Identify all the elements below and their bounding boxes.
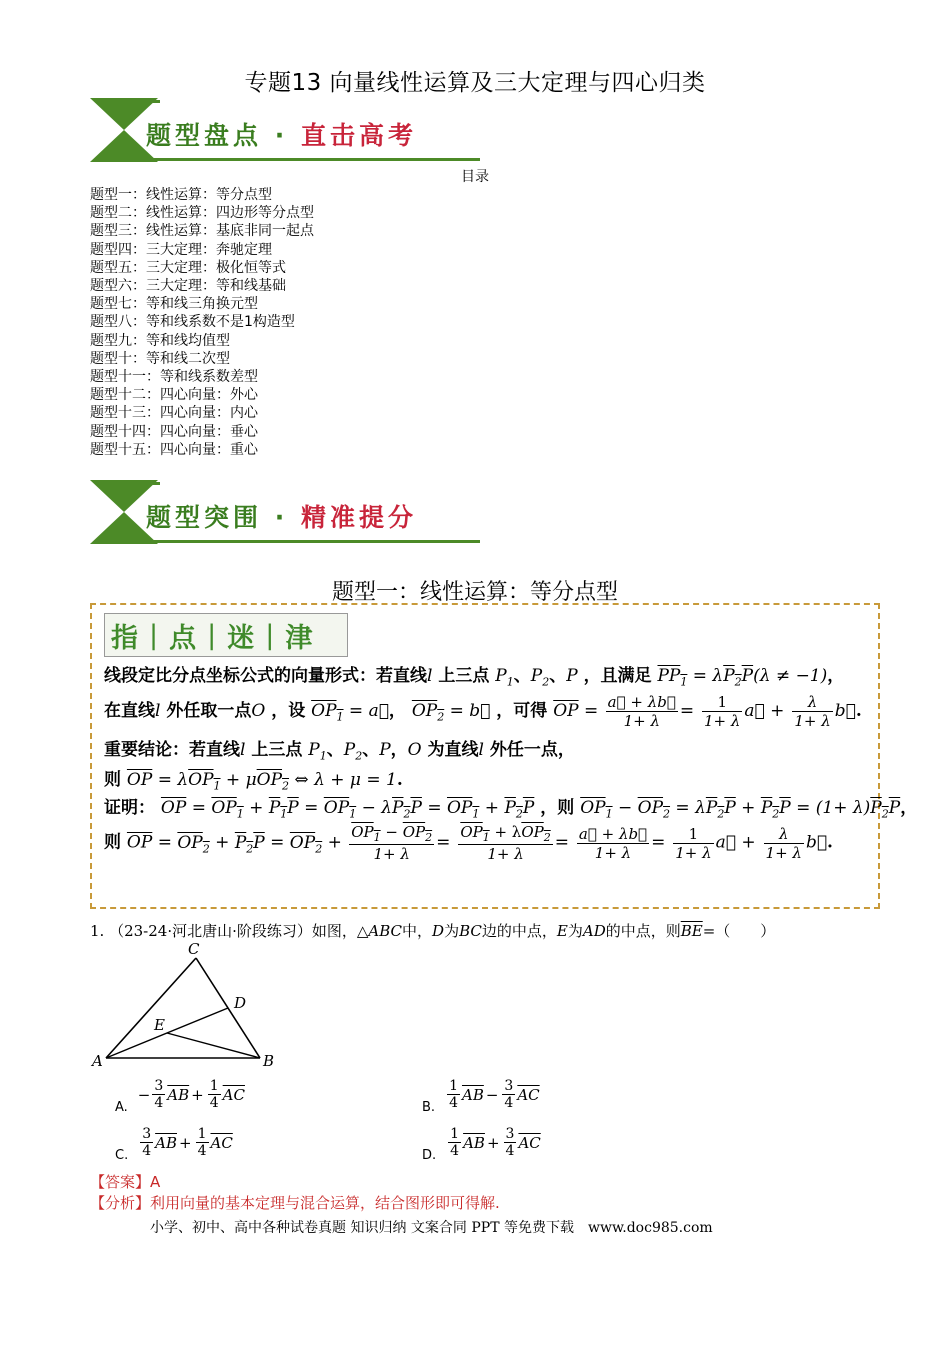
tip-badge: 指 | 点 | 迷 | 津 bbox=[104, 613, 348, 657]
toc-item[interactable]: 题型十三：四心向量：内心 bbox=[90, 405, 258, 422]
triangle-figure bbox=[88, 940, 288, 1072]
toc-label: 目录 bbox=[461, 169, 489, 185]
answer-line: 【答案】A bbox=[90, 1173, 161, 1191]
label-a: A bbox=[92, 1052, 103, 1070]
toc-item[interactable]: 题型六：三大定理：等和线基础 bbox=[90, 278, 286, 295]
option-d[interactable]: D. $\frac{1}{4}$ $\overline{AB}$ + $\frac{3}{4}$ $\overline{AC}$ bbox=[422, 1126, 541, 1163]
toc-item[interactable]: 题型十五：四心向量：重心 bbox=[90, 441, 258, 458]
tip-box bbox=[90, 603, 918, 909]
tip-line-2: 在直线l 外任取一点O ，设 $OP_1$ = a⃗， $OP_2$ = b⃗ ，可得 $\overline{OP}$ = $\frac{a⃗ + \lambda b⃗}{1+ \lambda}$ = $\frac{1}{1+ \lambda}$ a⃗ + $\frac{\lambda}{1+ \lambda}$ b⃗. bbox=[104, 693, 862, 730]
banner-right-text: 直击高考 bbox=[300, 121, 417, 150]
analysis-line: 【分析】利用向量的基本定理与混合运算，结合图形即可得解. bbox=[90, 1194, 500, 1212]
question-stem: 1. （23-24·河北唐山·阶段练习）如图，△ABC中，D为BC边的中点，E为AD的中点，则$\overline{BE}=$（ ） bbox=[90, 922, 776, 940]
banner-dot: · bbox=[274, 503, 289, 532]
side-ac bbox=[106, 958, 196, 1058]
document-title: 专题13 向量线性运算及三大定理与四心归类 bbox=[244, 70, 706, 96]
table-of-contents bbox=[90, 186, 314, 459]
toc-item[interactable]: 题型三：线性运算：基底非同一起点 bbox=[90, 223, 314, 240]
tip-line-6: 则 $\overline{OP} = OP_2 + P_2P = OP_2$ + $\frac{OP_1 - OP_2}{1+ \lambda}$ = $\frac{OP_1 + \lambda OP_2}{1+ \lambda}$ = $\frac{a⃗ + \lambda b⃗}{1+ \lambda}$ = $\frac{1}{1+ \lambda}$ a⃗ + $\frac{\lambda}{1+ \lambda}$ b⃗. bbox=[104, 823, 833, 863]
toc-item[interactable]: 题型十四：四心向量：垂心 bbox=[90, 423, 258, 440]
toc-item[interactable]: 题型四：三大定理：奔驰定理 bbox=[90, 241, 272, 258]
toc-item[interactable]: 题型一：线性运算：等分点型 bbox=[90, 187, 272, 203]
toc-item[interactable]: 题型十一：等和线系数差型 bbox=[90, 369, 258, 386]
section-title: 题型一：线性运算：等分点型 bbox=[331, 580, 618, 605]
banner-right-text: 精准提分 bbox=[300, 503, 417, 532]
option-b[interactable]: B. $\frac{1}{4}$ $\overline{AB}$ − $\frac{3}{4}$ $\overline{AC}$ bbox=[422, 1078, 540, 1115]
option-a[interactable]: A. − $\frac{3}{4}$ $\overline{AB}$ + $\frac{1}{4}$ $\overline{AC}$ bbox=[115, 1078, 245, 1115]
label-c: C bbox=[188, 940, 200, 958]
toc-item[interactable]: 题型七：等和线三角换元型 bbox=[90, 296, 258, 313]
banner-dot: · bbox=[274, 121, 289, 150]
toc-item[interactable]: 题型九：等和线均值型 bbox=[90, 332, 230, 349]
section-banner-breakthrough bbox=[90, 480, 480, 546]
option-c[interactable]: C. $\frac{3}{4}$ $\overline{AB}$ + $\frac{1}{4}$ $\overline{AC}$ bbox=[115, 1126, 233, 1163]
tip-line-1: 线段定比分点坐标公式的向量形式：若直线l 上三点 $P_1$、$P_2$、P ，且满足 $PP_1 = \lambda P_2P(\lambda \ne -1)$， bbox=[104, 666, 845, 689]
banner-left-text: 题型盘点 bbox=[146, 121, 263, 150]
label-e: E bbox=[154, 1016, 165, 1034]
toc-item[interactable]: 题型二：线性运算：四边形等分点型 bbox=[90, 205, 314, 222]
toc-item[interactable]: 题型十二：四心向量：外心 bbox=[90, 387, 258, 404]
label-d: D bbox=[234, 994, 247, 1012]
tip-line-3: 重要结论：若直线l 上三点 $P_1$、$P_2$、P，O 为直线l 外任一点， bbox=[104, 740, 575, 763]
tip-line-4: 则 $\overline{OP} = \lambda OP_1 + \mu OP_2$ ⇔ λ + μ = 1. bbox=[104, 770, 403, 793]
banner-left-text: 题型突围 bbox=[146, 503, 263, 532]
toc-item[interactable]: 题型十：等和线二次型 bbox=[90, 350, 230, 367]
footer-text: 小学、初中、高中各种试卷真题 知识归纳 文案合同 PPT 等免费下载 www.doc985.com bbox=[150, 1220, 713, 1236]
toc-item[interactable]: 题型五：三大定理：极化恒等式 bbox=[90, 259, 286, 276]
tip-line-5: 证明： $\overline{OP} = OP_1 + P_1P = OP_1 - \lambda P_2P = OP_1 + P_2P$ ，则 $OP_1 - OP_2 = \lambda P_2P + P_2P = (1+ \lambda)P_2P$， bbox=[104, 798, 918, 821]
label-b: B bbox=[263, 1052, 275, 1070]
section-banner-overview bbox=[90, 98, 480, 164]
toc-item[interactable]: 题型八：等和线系数不是1构造型 bbox=[90, 314, 295, 331]
